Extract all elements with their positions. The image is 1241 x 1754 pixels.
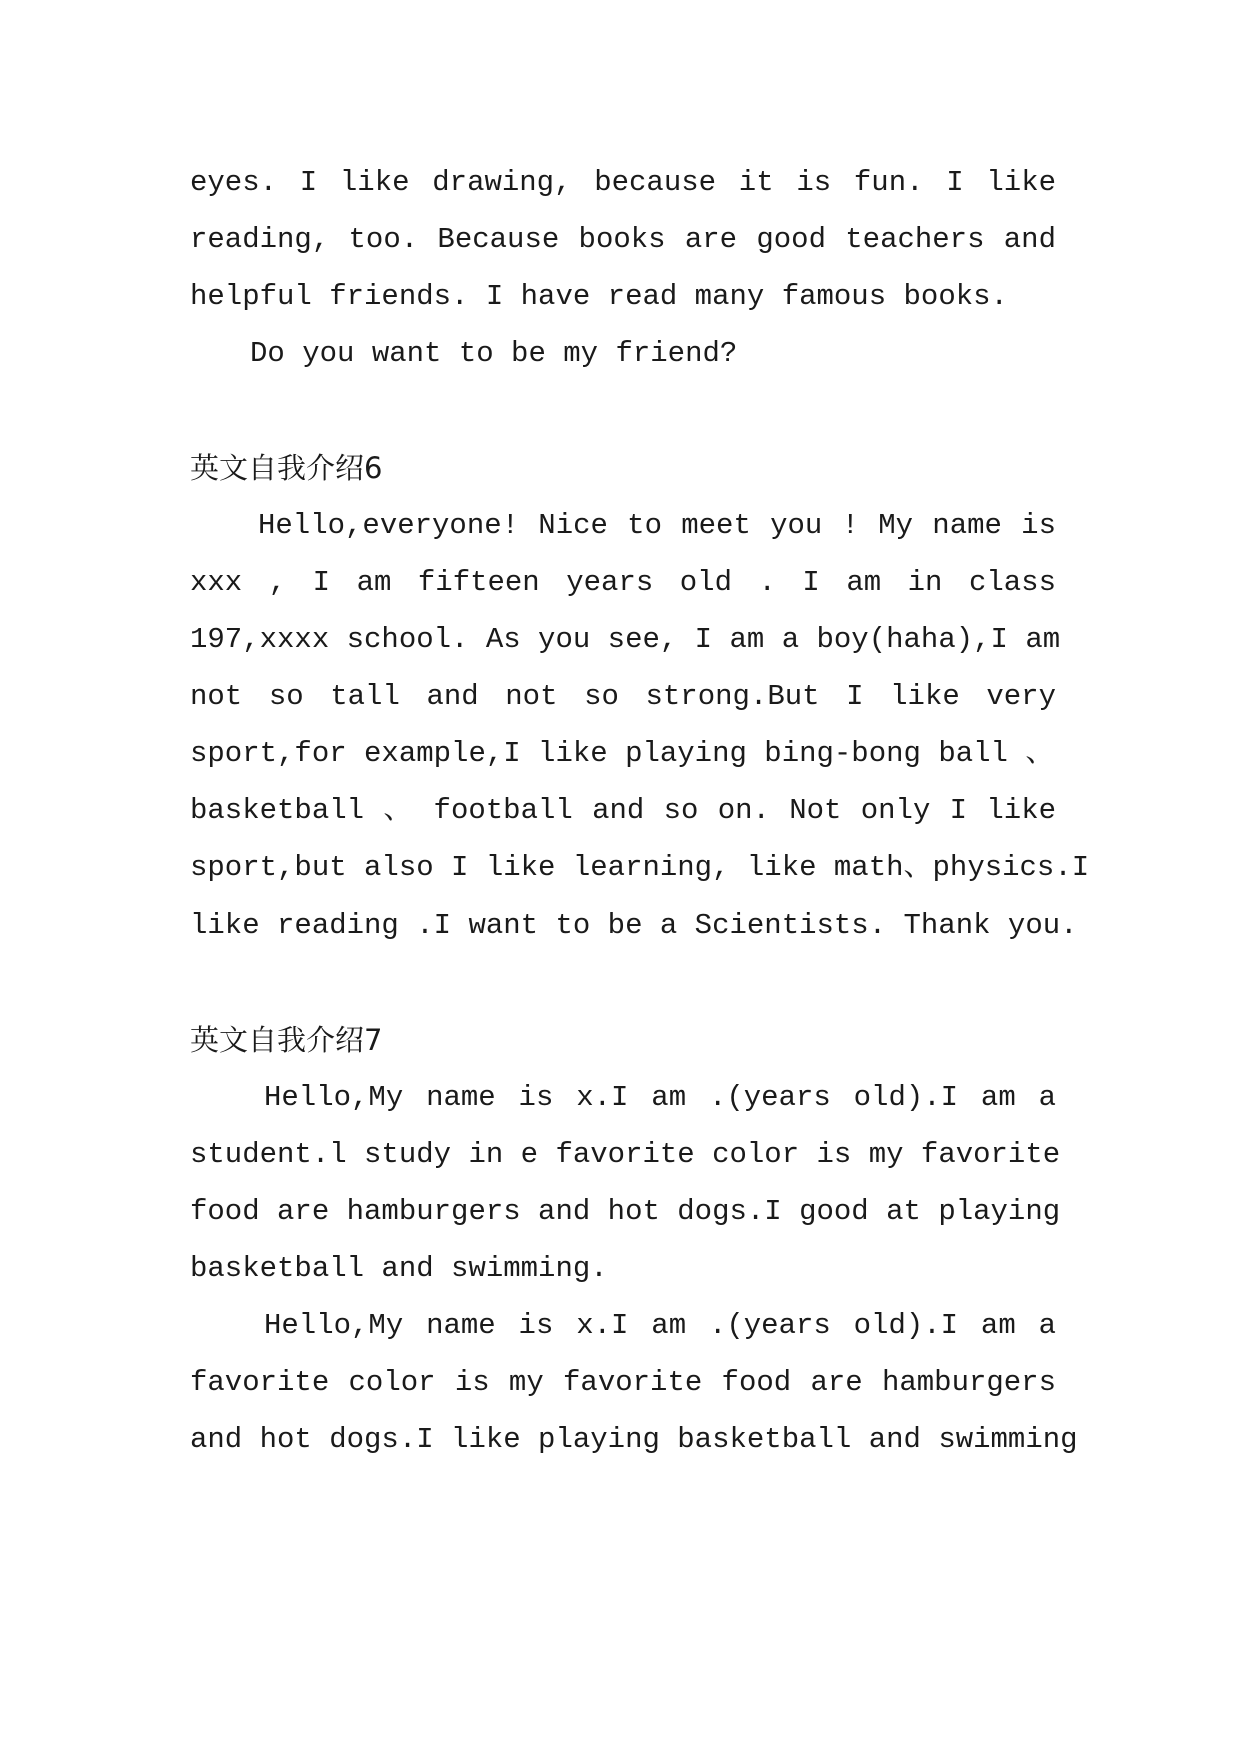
- text-line: basketball 、 football and so on. Not only I like: [190, 794, 1056, 827]
- text-line: favorite color is my favorite food are hamburgers: [190, 1366, 1056, 1399]
- section-heading-6: 英文自我介绍6: [190, 451, 383, 485]
- text-line: eyes. I like drawing, because it is fun. I like: [190, 166, 1056, 199]
- text-line: not so tall and not so strong.But I like very: [190, 680, 1056, 713]
- text-line: Hello,everyone! Nice to meet you ! My name is: [258, 509, 1056, 542]
- text-line: xxx , I am fifteen years old . I am in class: [190, 566, 1056, 599]
- text-line: 197,xxxx school. As you see, I am a boy(haha),I am: [190, 623, 1061, 656]
- text-line: helpful friends. I have read many famous books.: [190, 280, 1008, 313]
- text-line: food are hamburgers and hot dogs.I good at playing: [190, 1195, 1061, 1228]
- section-heading-7: 英文自我介绍7: [190, 1023, 383, 1057]
- text-line: basketball and swimming.: [190, 1252, 608, 1285]
- text-line: sport,but also I like learning, like math、physics.I: [190, 851, 1090, 884]
- text-line: student.l study in e favorite color is my favorite: [190, 1138, 1061, 1171]
- text-line: and hot dogs.I like playing basketball and swimming: [190, 1423, 1078, 1456]
- text-line: Hello,My name is x.I am .(years old).I am a: [264, 1081, 1056, 1114]
- text-line: sport,for example,I like playing bing-bong ball 、: [190, 737, 1055, 770]
- text-line: Hello,My name is x.I am .(years old).I am a: [264, 1309, 1056, 1342]
- closing-question: Do you want to be my friend?: [250, 337, 738, 370]
- text-line: like reading .I want to be a Scientists. Thank you.: [190, 909, 1078, 942]
- text-line: reading, too. Because books are good teachers and: [190, 223, 1056, 256]
